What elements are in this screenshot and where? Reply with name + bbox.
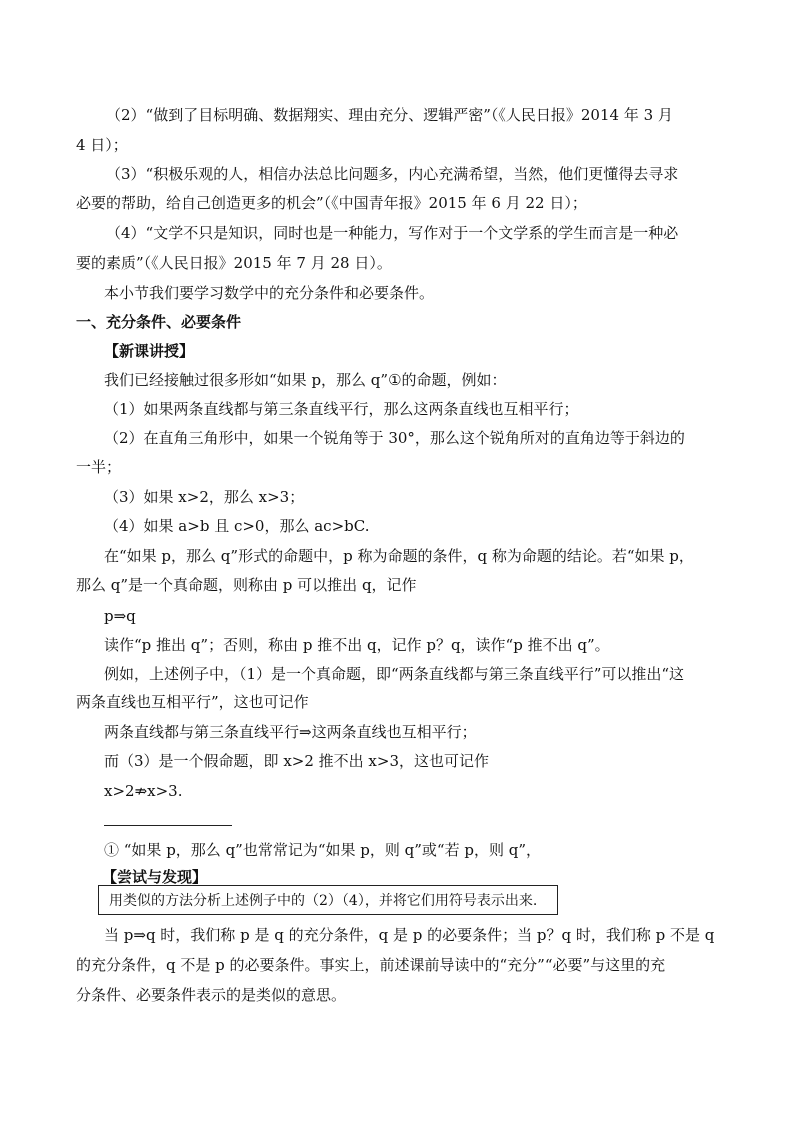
paragraph-line: 那么 q”是一个真命题，则称由 p 可以推出 q，记作 (76, 576, 417, 594)
paragraph-line: 两条直线也互相平行”，这也可记作 (76, 693, 309, 711)
paragraph-line: 的充分条件，q 不是 p 的必要条件。事实上，前述课前导读中的“充分”“必要”与这里的充 (76, 956, 666, 974)
paragraph-line: 一半； (76, 458, 122, 476)
paragraph-line: 当 p⇒q 时，我们称 p 是 q 的充分条件，q 是 p 的必要条件；当 p？q 时，我们称 p 不是 q (104, 926, 715, 944)
section-heading: 一、充分条件、必要条件 (76, 313, 242, 331)
paragraph-line: （4）“文学不只是知识，同时也是一种能力，写作对于一个文学系的学生而言是一种必 (106, 224, 679, 242)
footnote: ① “如果 p，那么 q”也常常记为“如果 p，则 q”或“若 p，则 q”， (104, 841, 542, 859)
paragraph-line: 分条件、必要条件表示的是类似的意思。 (76, 986, 347, 1004)
paragraph-line: 我们已经接触过很多形如“如果 p，那么 q”①的命题，例如： (104, 371, 507, 389)
paragraph-line: 4 日）； (76, 136, 128, 154)
paragraph-line: 例如，上述例子中，（1）是一个真命题，即“两条直线都与第三条直线平行”可以推出“这 (104, 665, 685, 683)
paragraph-line: 本小节我们要学习数学中的充分条件和必要条件。 (104, 284, 435, 302)
paragraph-line: 两条直线都与第三条直线平行⇒这两条直线也互相平行； (104, 723, 477, 741)
paragraph-line: （3）如果 x>2，那么 x>3； (104, 488, 305, 506)
exercise-box (98, 885, 558, 915)
exercise-box-text: 用类似的方法分析上述例子中的（2）（4），并将它们用符号表示出来. (109, 893, 538, 909)
footnote-separator (104, 825, 232, 826)
formula-line: x>2⇏x>3. (104, 782, 183, 800)
subsection-heading: 【新课讲授】 (104, 342, 195, 360)
paragraph-line: （2）在直角三角形中，如果一个锐角等于 30°，那么这个锐角所对的直角边等于斜边的 (104, 429, 685, 447)
paragraph-line: 必要的帮助，给自己创造更多的机会”（《中国青年报》2015 年 6 月 22 日）； (76, 194, 587, 212)
subsection-heading: 【尝试与发现】 (102, 868, 208, 886)
paragraph-line: 要的素质”（《人民日报》2015 年 7 月 28 日）。 (76, 254, 392, 272)
formula-line: p⇒q (104, 607, 136, 625)
paragraph-line: （3）“积极乐观的人，相信办法总比问题多，内心充满希望，当然，他们更懂得去寻求 (106, 165, 679, 183)
paragraph-line: 而（3）是一个假命题，即 x>2 推不出 x>3，这也可记作 (104, 752, 489, 770)
paragraph-line: （1）如果两条直线都与第三条直线平行，那么这两条直线也互相平行； (104, 400, 579, 418)
paragraph-line: 读作“p 推出 q”；否则，称由 p 推不出 q，记作 p？q，读作“p 推不出 q”。 (104, 636, 610, 654)
paragraph-line: （2）“做到了目标明确、数据翔实、理由充分、逻辑严密”（《人民日报》2014 年 3 月 (106, 106, 673, 124)
paragraph-line: （4）如果 a>b 且 c>0，那么 ac>bC. (104, 517, 370, 535)
paragraph-line: 在“如果 p，那么 q”形式的命题中，p 称为命题的条件，q 称为命题的结论。若“如果 p， (104, 547, 694, 565)
